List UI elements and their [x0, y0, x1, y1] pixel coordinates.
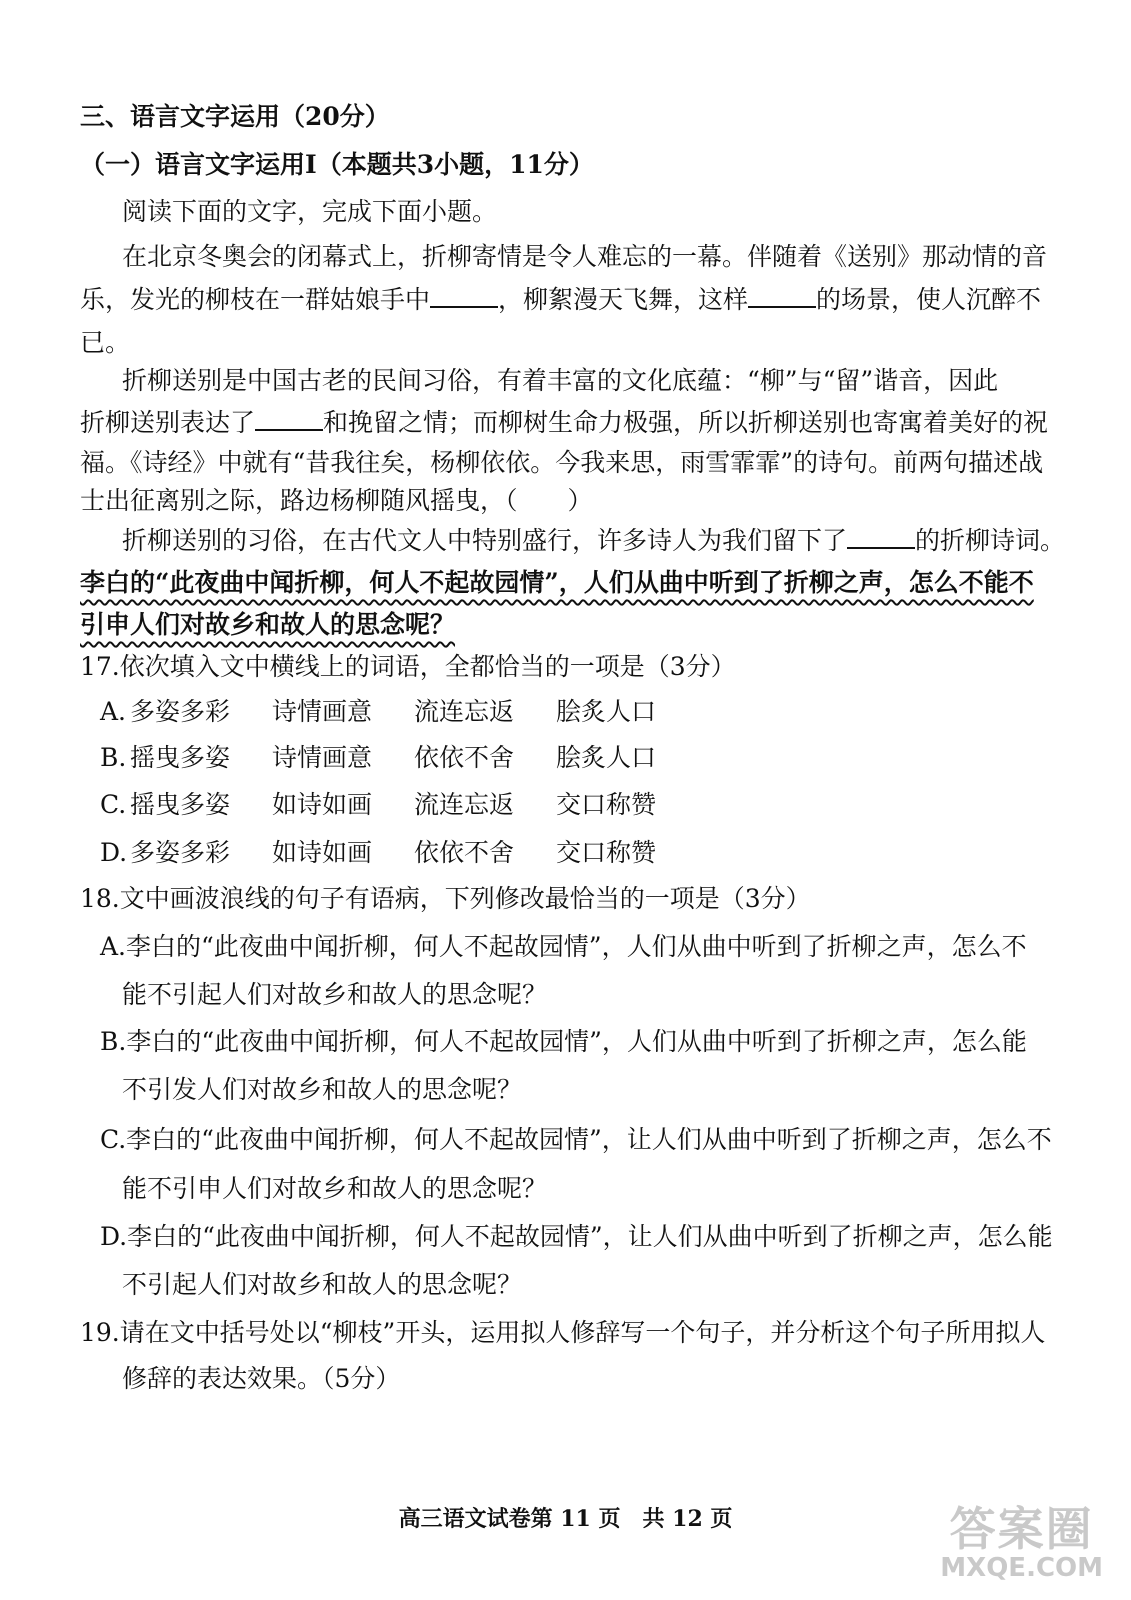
fill-blank-4 — [847, 527, 915, 549]
question-17-stem: 17.依次填入文中横线上的词语，全都恰当的一项是（3分） — [80, 652, 736, 681]
option-letter: B. — [100, 743, 127, 772]
passage-line — [80, 285, 1041, 315]
passage-line: 福。《诗经》中就有“昔我往矣，杨柳依依。今我来思，雨雪霏霏”的诗句。前两句描述战 — [80, 448, 1044, 477]
q18-option-a-cont: 能不引起人们对故乡和故人的思念呢？ — [122, 980, 548, 1009]
option-word: 多姿多彩 — [130, 838, 231, 867]
passage-line: 在北京冬奥会的闭幕式上，折柳寄情是令人难忘的一幕。伴随着《送别》那动情的音 — [122, 242, 1048, 271]
q18-option-b: B.李白的“此夜曲中闻折柳，何人不起故园情”，人们从曲中听到了折柳之声，怎么能 — [100, 1027, 1027, 1056]
option-word: 交口称赞 — [556, 790, 657, 819]
wavy-text: 引申人们对故乡和故人的思念呢？ — [80, 610, 456, 639]
option-letter: C. — [100, 790, 127, 819]
q18-option-c: C.李白的“此夜曲中闻折柳，何人不起故园情”，让人们从曲中听到了折柳之声，怎么不 — [100, 1125, 1052, 1154]
wavy-underlined-sentence — [80, 610, 455, 640]
option-word: 交口称赞 — [556, 838, 657, 867]
question-19-stem: 19.请在文中括号处以“柳枝”开头，运用拟人修辞写一个句子，并分析这个句子所用拟人 — [80, 1318, 1046, 1347]
option-word: 依依不舍 — [414, 743, 515, 772]
option-word: 脍炙人口 — [556, 743, 657, 772]
option-word: 脍炙人口 — [556, 697, 657, 726]
passage-text: 的折柳诗词。 — [915, 526, 1066, 555]
option-word: 多姿多彩 — [130, 697, 231, 726]
q17-option-c — [100, 790, 698, 820]
option-word: 流连忘返 — [414, 697, 515, 726]
passage-text: 的场景，使人沉醉不 — [816, 285, 1042, 314]
q17-option-d — [100, 838, 698, 868]
wavy-text: 李白的“此夜曲中闻折柳，何人不起故园情”，人们从曲中听到了折柳之声，怎么不能不 — [80, 568, 1034, 597]
option-word: 如诗如画 — [272, 790, 373, 819]
option-letter: A. — [100, 697, 127, 726]
option-word: 流连忘返 — [414, 790, 515, 819]
option-word: 诗情画意 — [272, 743, 373, 772]
q18-option-a: A.李白的“此夜曲中闻折柳，何人不起故园情”，人们从曲中听到了折柳之声，怎么不 — [100, 932, 1027, 961]
q18-option-c-cont: 能不引申人们对故乡和故人的思念呢？ — [122, 1174, 548, 1203]
watermark-text: 答案圈 — [949, 1502, 1094, 1556]
option-letter: D. — [100, 838, 128, 867]
q17-option-a — [100, 697, 698, 727]
q18-option-d-cont: 不引起人们对故乡和故人的思念呢？ — [122, 1270, 523, 1299]
passage-line: 已。 — [80, 328, 131, 357]
passage-line — [80, 408, 1048, 438]
watermark-logo — [940, 1504, 1103, 1582]
option-word: 摇曳多姿 — [130, 743, 231, 772]
passage-text: 折柳送别的习俗，在古代文人中特别盛行，许多诗人为我们留下了 — [122, 526, 848, 555]
wavy-underlined-sentence — [80, 568, 1034, 598]
passage-text: 和挽留之情；而柳树生命力极强，所以折柳送别也寄寓着美好的祝 — [323, 408, 1049, 437]
section-subtitle: （一）语言文字运用Ⅰ（本题共3小题，11分） — [80, 150, 594, 179]
question-19-stem-cont: 修辞的表达效果。（5分） — [122, 1364, 401, 1393]
page-footer: 高三语文试卷第 11 页 共 12 页 — [398, 1506, 733, 1532]
section-title: 三、语言文字运用（20分） — [80, 102, 390, 131]
question-18-stem: 18.文中画波浪线的句子有语病，下列修改最恰当的一项是（3分） — [80, 884, 811, 913]
passage-text: 乐，发光的柳枝在一群姑娘手中 — [80, 285, 431, 314]
option-word: 依依不舍 — [414, 838, 515, 867]
passage-text: 折柳送别表达了 — [80, 408, 256, 437]
passage-line — [122, 526, 1065, 556]
option-word: 摇曳多姿 — [130, 790, 231, 819]
passage-line: 士出征离别之际，路边杨柳随风摇曳，（ ） — [80, 486, 593, 515]
passage-line: 折柳送别是中国古老的民间习俗，有着丰富的文化底蕴：“柳”与“留”谐音，因此 — [122, 366, 999, 395]
q18-option-d: D.李白的“此夜曲中闻折柳，何人不起故园情”，让人们从曲中听到了折柳之声，怎么能 — [100, 1222, 1053, 1251]
q18-option-b-cont: 不引发人们对故乡和故人的思念呢？ — [122, 1075, 523, 1104]
passage-text: ，柳絮漫天飞舞，这样 — [498, 285, 749, 314]
option-word: 如诗如画 — [272, 838, 373, 867]
fill-blank-3 — [255, 409, 323, 431]
fill-blank-1 — [430, 286, 498, 308]
option-word: 诗情画意 — [272, 697, 373, 726]
fill-blank-2 — [748, 286, 816, 308]
watermark-url: MXQE.COM — [940, 1553, 1103, 1583]
reading-instruction: 阅读下面的文字，完成下面小题。 — [122, 197, 498, 226]
q17-option-b — [100, 743, 698, 773]
